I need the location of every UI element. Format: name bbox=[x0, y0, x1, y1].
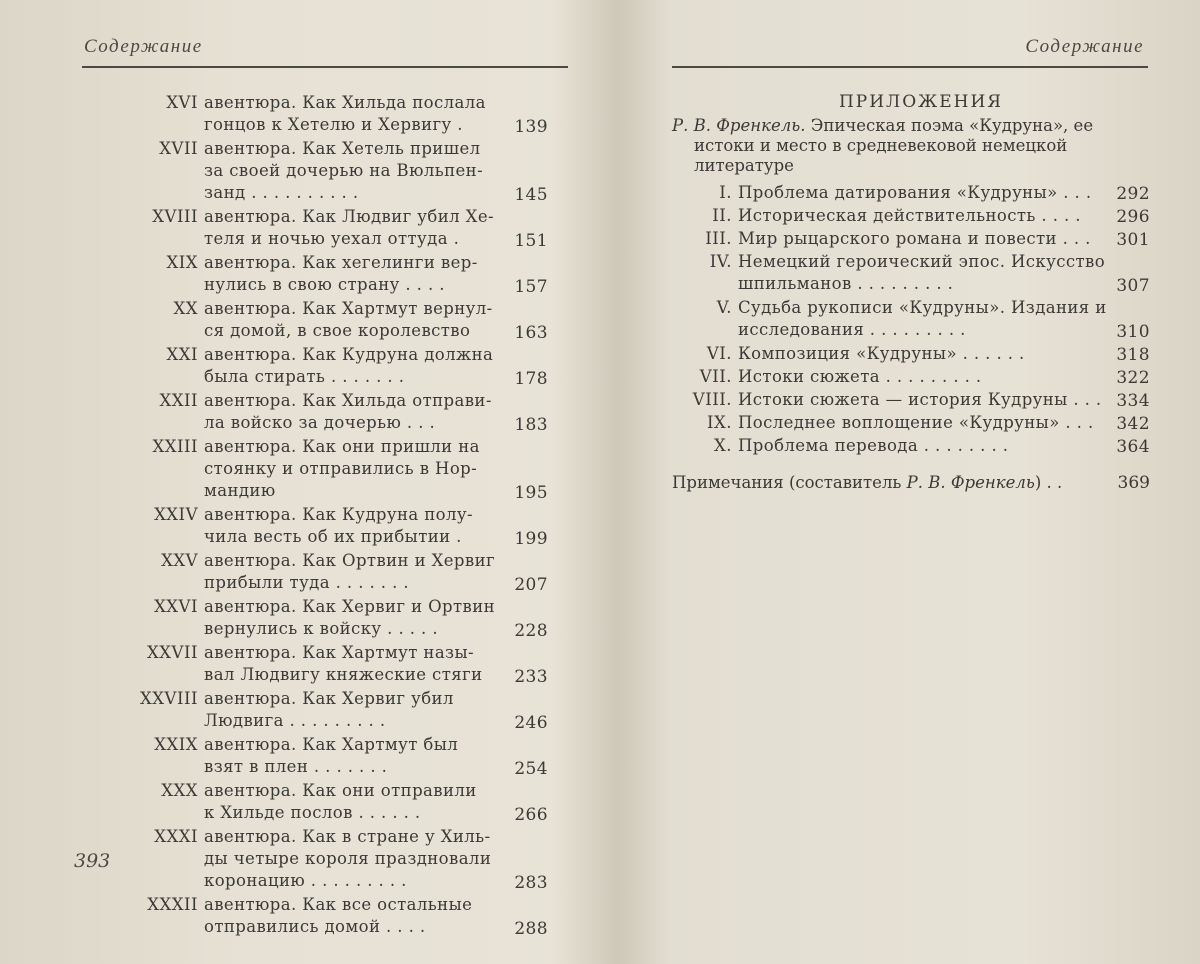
entry-numeral: XIX bbox=[166, 253, 198, 272]
entry-page-number: 139 bbox=[514, 117, 548, 137]
toc-entry bbox=[112, 688, 548, 734]
page-folio: 393 bbox=[74, 850, 111, 872]
entry-title-line: ды четыре короля праздновали bbox=[204, 849, 492, 868]
intro-author: Р. В. Френкель. bbox=[672, 116, 806, 135]
entry-title-line: авентюра. Как Людвиг убил Хе- bbox=[204, 207, 494, 226]
entry-title-line: Истоки сюжета . . . . . . . . . bbox=[738, 367, 982, 386]
entry-title-line: авентюра. Как Хильда отправи- bbox=[204, 391, 492, 410]
entry-page-number: 183 bbox=[514, 415, 548, 435]
entry-title-line: авентюра. Как Хервиг убил bbox=[204, 689, 454, 708]
toc-entry bbox=[112, 596, 548, 642]
entry-title-line: авентюра. Как Кудруна должна bbox=[204, 345, 494, 364]
toc-entry bbox=[672, 366, 1150, 389]
entry-numeral: V. bbox=[716, 298, 732, 317]
header-rule-right bbox=[672, 66, 1148, 68]
entry-page-number: 292 bbox=[1116, 184, 1150, 204]
section-title: ПРИЛОЖЕНИЯ bbox=[838, 92, 1004, 112]
notes-page-number: 369 bbox=[1117, 473, 1150, 493]
entry-title-line: чила весть об их прибытии . bbox=[204, 527, 462, 546]
entry-numeral: XX bbox=[173, 299, 198, 318]
entry-page-number: 318 bbox=[1116, 345, 1150, 365]
toc-entry bbox=[112, 436, 548, 504]
entry-numeral: XXVI bbox=[154, 597, 198, 616]
entry-page-number: 178 bbox=[514, 369, 548, 389]
entry-title-line: авентюра. Как Хервиг и Ортвин bbox=[204, 597, 496, 616]
running-head-right: Содержание bbox=[1025, 36, 1144, 57]
entry-page-number: 283 bbox=[514, 873, 548, 893]
toc-entry bbox=[112, 390, 548, 436]
entry-title-line: нулись в свою страну . . . . bbox=[204, 275, 445, 294]
entry-title-line: вал Людвигу княжеские стяги bbox=[204, 665, 483, 684]
entry-numeral: XXI bbox=[166, 345, 198, 364]
toc-entry bbox=[112, 826, 548, 894]
toc-list-left bbox=[112, 92, 548, 940]
entry-title-line: Проблема перевода . . . . . . . . bbox=[738, 436, 1009, 455]
entry-page-number: 342 bbox=[1116, 414, 1150, 434]
toc-entry bbox=[672, 297, 1150, 343]
entry-title-line: ла войско за дочерью . . . bbox=[204, 413, 436, 432]
entry-title-line: Историческая действительность . . . . bbox=[738, 206, 1081, 225]
entry-title-line: Композиция «Кудруны» . . . . . . bbox=[738, 344, 1025, 363]
entry-numeral: XXXI bbox=[154, 827, 198, 846]
entry-page-number: 310 bbox=[1116, 322, 1150, 342]
entry-title-line: к Хильде послов . . . . . . bbox=[204, 803, 421, 822]
notes-suffix: ) . . bbox=[1034, 473, 1063, 492]
entry-numeral: VIII. bbox=[692, 390, 732, 409]
entry-title-line: авентюра. Как все остальные bbox=[204, 895, 473, 914]
entry-numeral: XXII bbox=[159, 391, 198, 410]
entry-page-number: 307 bbox=[1116, 276, 1150, 296]
entry-numeral: XXV bbox=[161, 551, 198, 570]
toc-entry bbox=[112, 894, 548, 940]
toc-entry bbox=[112, 550, 548, 596]
toc-entry bbox=[112, 92, 548, 138]
entry-title-line: авентюра. Как в стране у Хиль- bbox=[204, 827, 491, 846]
toc-entry bbox=[112, 138, 548, 206]
toc-entry bbox=[672, 251, 1150, 297]
entry-title-line: авентюра. Как Ортвин и Хервиг bbox=[204, 551, 496, 570]
entry-title-line: ся домой, в свое королевство bbox=[204, 321, 471, 340]
entry-numeral: I. bbox=[719, 183, 732, 202]
entry-numeral: X. bbox=[714, 436, 732, 455]
entry-page-number: 246 bbox=[514, 713, 548, 733]
entry-title-line: гонцов к Хетелю и Хервигу . bbox=[204, 115, 463, 134]
toc-entry bbox=[672, 228, 1150, 251]
entry-numeral: IV. bbox=[709, 252, 732, 271]
entry-page-number: 145 bbox=[514, 185, 548, 205]
entry-title-line: прибыли туда . . . . . . . bbox=[204, 573, 410, 592]
entry-numeral: XXIV bbox=[154, 505, 198, 524]
entry-title-line: авентюра. Как Хетель пришел bbox=[204, 139, 481, 158]
toc-entry bbox=[672, 205, 1150, 228]
entry-title-line: авентюра. Как хегелинги вер- bbox=[204, 253, 478, 272]
right-page bbox=[630, 0, 1200, 964]
toc-entry bbox=[672, 182, 1150, 205]
entry-title-line: теля и ночью уехал оттуда . bbox=[204, 229, 460, 248]
entry-page-number: 195 bbox=[514, 483, 548, 503]
entry-numeral: XXIX bbox=[154, 735, 198, 754]
entry-page-number: 199 bbox=[514, 529, 548, 549]
entry-page-number: 228 bbox=[514, 621, 548, 641]
entry-numeral: II. bbox=[712, 206, 732, 225]
entry-numeral: VII. bbox=[699, 367, 732, 386]
intro-line-3: литературе bbox=[694, 156, 794, 175]
toc-entry bbox=[112, 206, 548, 252]
toc-entry bbox=[112, 344, 548, 390]
entry-title-line: стоянку и отправились в Нор- bbox=[204, 459, 478, 478]
entry-title-line: шпильманов . . . . . . . . . bbox=[738, 274, 954, 293]
entry-title-line: Истоки сюжета — история Кудруны . . . bbox=[738, 390, 1102, 409]
entry-title-line: мандию bbox=[204, 481, 276, 500]
entry-page-number: 207 bbox=[514, 575, 548, 595]
entry-page-number: 254 bbox=[514, 759, 548, 779]
entry-page-number: 266 bbox=[514, 805, 548, 825]
entry-page-number: 288 bbox=[514, 919, 548, 939]
toc-entry bbox=[672, 435, 1150, 458]
toc-entry bbox=[672, 343, 1150, 366]
notes-entry bbox=[672, 472, 1150, 494]
intro-line-1: Эпическая поэма «Кудруна», ее bbox=[810, 116, 1094, 135]
entry-page-number: 301 bbox=[1116, 230, 1150, 250]
entry-title-line: исследования . . . . . . . . . bbox=[738, 320, 966, 339]
entry-title-line: авентюра. Как они пришли на bbox=[204, 437, 480, 456]
entry-numeral: XVIII bbox=[152, 207, 198, 226]
entry-page-number: 322 bbox=[1116, 368, 1150, 388]
entry-page-number: 334 bbox=[1116, 391, 1150, 411]
entry-numeral: XVII bbox=[159, 139, 198, 158]
entry-numeral: XXXII bbox=[147, 895, 198, 914]
entry-title-line: авентюра. Как Хартмут вернул- bbox=[204, 299, 493, 318]
entry-numeral: XXX bbox=[161, 781, 198, 800]
entry-numeral: VI. bbox=[706, 344, 732, 363]
entry-title-line: коронацию . . . . . . . . . bbox=[204, 871, 407, 890]
toc-entry bbox=[112, 298, 548, 344]
entry-title-line: Людвига . . . . . . . . . bbox=[204, 711, 386, 730]
appendix-intro bbox=[672, 116, 1150, 176]
running-head-left: Содержание bbox=[84, 36, 203, 57]
toc-entry bbox=[112, 780, 548, 826]
toc-entry bbox=[672, 412, 1150, 435]
appendix-entries bbox=[672, 182, 1150, 458]
entry-page-number: 233 bbox=[514, 667, 548, 687]
entry-title-line: взят в плен . . . . . . . bbox=[204, 757, 388, 776]
entry-numeral: XXVIII bbox=[140, 689, 198, 708]
entry-page-number: 151 bbox=[514, 231, 548, 251]
entry-title-line: Последнее воплощение «Кудруны» . . . bbox=[738, 413, 1094, 432]
intro-line-2: истоки и место в средневековой немецкой bbox=[694, 136, 1068, 155]
entry-title-line: Мир рыцарского романа и повести . . . bbox=[738, 229, 1091, 248]
entry-numeral: IX. bbox=[706, 413, 732, 432]
entry-title-line: Судьба рукописи «Кудруны». Издания и bbox=[738, 298, 1107, 317]
entry-title-line: Проблема датирования «Кудруны» . . . bbox=[738, 183, 1092, 202]
entry-page-number: 163 bbox=[514, 323, 548, 343]
entry-title-line: авентюра. Как Хартмут назы- bbox=[204, 643, 474, 662]
entry-numeral: III. bbox=[705, 229, 732, 248]
entry-title-line: Немецкий героический эпос. Искусство bbox=[738, 252, 1106, 271]
entry-page-number: 296 bbox=[1116, 207, 1150, 227]
toc-entry bbox=[112, 642, 548, 688]
entry-title-line: вернулись к войску . . . . . bbox=[204, 619, 438, 638]
entry-numeral: XXIII bbox=[152, 437, 198, 456]
toc-entry bbox=[112, 734, 548, 780]
entry-numeral: XXVII bbox=[147, 643, 198, 662]
toc-entry bbox=[672, 389, 1150, 412]
entry-title-line: за своей дочерью на Вюльпен- bbox=[204, 161, 484, 180]
entry-title-line: занд . . . . . . . . . . bbox=[204, 183, 359, 202]
notes-author: Р. В. Френкель bbox=[906, 473, 1035, 492]
entry-title-line: авентюра. Как Хартмут был bbox=[204, 735, 459, 754]
entry-page-number: 364 bbox=[1116, 437, 1150, 457]
header-rule-left bbox=[82, 66, 568, 68]
entry-title-line: авентюра. Как Хильда послала bbox=[204, 93, 486, 112]
entry-numeral: XVI bbox=[166, 93, 198, 112]
entry-page-number: 157 bbox=[514, 277, 548, 297]
entry-title-line: авентюра. Как они отправили bbox=[204, 781, 477, 800]
entry-title-line: отправились домой . . . . bbox=[204, 917, 426, 936]
entry-title-line: была стирать . . . . . . . bbox=[204, 367, 405, 386]
notes-prefix: Примечания (составитель bbox=[672, 473, 902, 492]
toc-list-right bbox=[672, 90, 1150, 494]
entry-title-line: авентюра. Как Кудруна полу- bbox=[204, 505, 473, 524]
toc-entry bbox=[112, 504, 548, 550]
toc-entry bbox=[112, 252, 548, 298]
